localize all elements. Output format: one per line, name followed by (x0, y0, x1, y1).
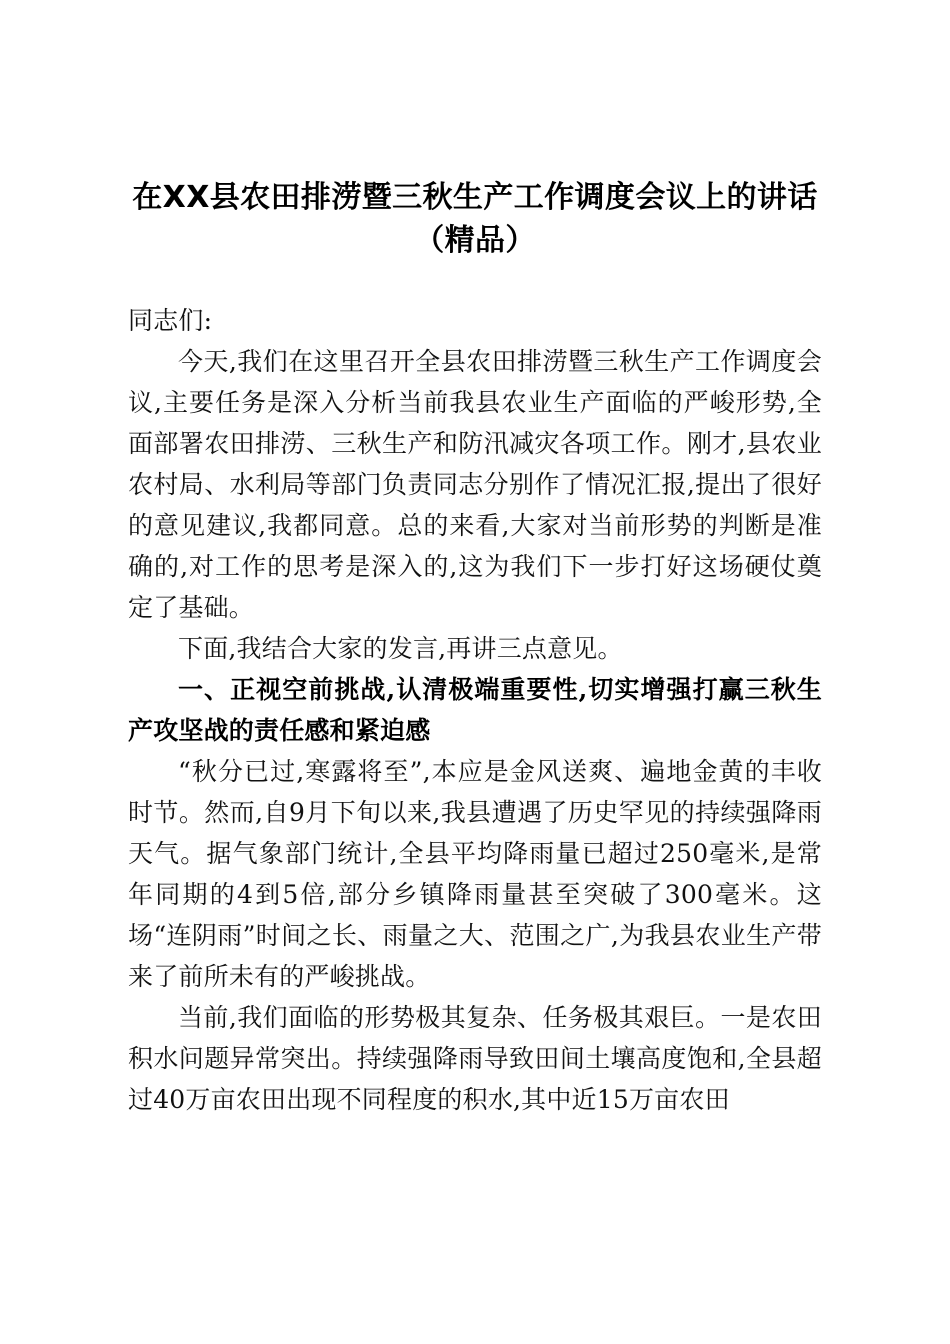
salutation: 同志们: (128, 306, 213, 335)
paragraph-5: 当前,我们面临的形势极其复杂、任务极其艰巨。一是农田积水问题异常突出。持续强降雨导致田间土壤高度饱和,全县超过40万亩农田出现不同程度的积水,其中近15万亩农田 (128, 1003, 822, 1114)
page-title (128, 0, 822, 262)
section-heading-1: 一、正视空前挑战,认清极端重要性,切实增强打赢三秋生产攻坚战的责任感和紧迫感 (128, 675, 822, 745)
page-content (128, 0, 822, 1120)
page-title-text: 在XX县农田排涝暨三秋生产工作调度会议上的讲话（精品） (132, 180, 818, 258)
paragraph-1: 今天,我们在这里召开全县农田排涝暨三秋生产工作调度会议,主要任务是深入分析当前我县农业生产面临的严峻形势,全面部署农田排涝、三秋生产和防汛减灾各项工作。刚才,县农业农村局、水利局等部门负责同志分别作了情况汇报,提出了很好的意见建议,我都同意。总的来看,大家对当前形势的判断是准确的,对工作的思考是深入的,这为我们下一步打好这场硬仗奠定了基础。 (128, 347, 822, 622)
document-body (128, 300, 822, 1120)
paragraph-2: 下面,我结合大家的发言,再讲三点意见。 (178, 634, 623, 663)
paragraph-4: “秋分已过,寒露将至”,本应是金风送爽、遍地金黄的丰收时节。然而,自9月下旬以来,我县遭遇了历史罕见的持续强降雨天气。据气象部门统计,全县平均降雨量已超过250毫米,是常年同期的4到5倍,部分乡镇降雨量甚至突破了300毫米。这场“连阴雨”时间之长、雨量之大、范围之广,为我县农业生产带来了前所未有的严峻挑战。 (128, 757, 822, 991)
